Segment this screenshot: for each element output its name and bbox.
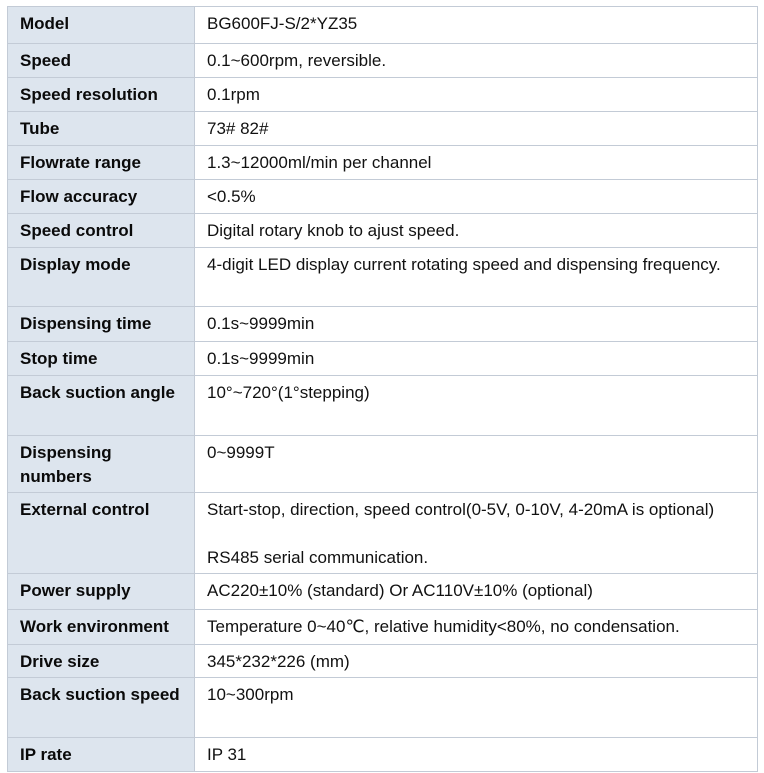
- row-value: 1.3~12000ml/min per channel: [195, 146, 758, 180]
- row-label: Dispensing time: [8, 307, 195, 342]
- row-label: Drive size: [8, 645, 195, 678]
- row-label: Back suction angle: [8, 376, 195, 436]
- row-label: Tube: [8, 112, 195, 146]
- spec-table: [7, 6, 758, 772]
- row-value: 0.1s~9999min: [195, 307, 758, 342]
- row-value: BG600FJ-S/2*YZ35: [195, 7, 758, 44]
- row-label: Power supply: [8, 574, 195, 610]
- table-row: [8, 7, 758, 44]
- table-row: [8, 112, 758, 146]
- table-row: [8, 214, 758, 248]
- row-label: Dispensing numbers: [8, 436, 195, 493]
- row-value: <0.5%: [195, 180, 758, 214]
- table-row: [8, 436, 758, 493]
- table-row: [8, 610, 758, 645]
- table-row: [8, 146, 758, 180]
- table-row: [8, 180, 758, 214]
- table-row: [8, 44, 758, 78]
- row-label: Stop time: [8, 342, 195, 376]
- table-row: [8, 342, 758, 376]
- row-value: Temperature 0~40℃, relative humidity<80%, no condensation.: [195, 610, 758, 645]
- table-row: [8, 307, 758, 342]
- row-value: 345*232*226 (mm): [195, 645, 758, 678]
- table-row: [8, 678, 758, 738]
- row-label: Speed: [8, 44, 195, 78]
- row-value: 0~9999T: [195, 436, 758, 493]
- row-value: 10~300rpm: [195, 678, 758, 738]
- row-label: Flow accuracy: [8, 180, 195, 214]
- row-value: 0.1~600rpm, reversible.: [195, 44, 758, 78]
- row-value: 73# 82#: [195, 112, 758, 146]
- row-label: IP rate: [8, 738, 195, 772]
- row-label: Back suction speed: [8, 678, 195, 738]
- table-row: [8, 376, 758, 436]
- row-label: Speed control: [8, 214, 195, 248]
- row-value: 0.1rpm: [195, 78, 758, 112]
- table-row: [8, 645, 758, 678]
- row-label: Work environment: [8, 610, 195, 645]
- row-value: Digital rotary knob to ajust speed.: [195, 214, 758, 248]
- table-row: [8, 493, 758, 574]
- row-label: External control: [8, 493, 195, 574]
- row-value: 4-digit LED display current rotating speed and dispensing frequency.: [195, 248, 758, 307]
- row-value: 10°~720°(1°stepping): [195, 376, 758, 436]
- row-value: AC220±10% (standard) Or AC110V±10% (optional): [195, 574, 758, 610]
- row-value: 0.1s~9999min: [195, 342, 758, 376]
- row-label: Model: [8, 7, 195, 44]
- table-row: [8, 738, 758, 772]
- table-row: [8, 248, 758, 307]
- row-label: Speed resolution: [8, 78, 195, 112]
- row-value: Start-stop, direction, speed control(0-5V, 0-10V, 4-20mA is optional) RS485 serial communication.: [195, 493, 758, 574]
- row-value: IP 31: [195, 738, 758, 772]
- table-row: [8, 574, 758, 610]
- row-label: Flowrate range: [8, 146, 195, 180]
- table-row: [8, 78, 758, 112]
- row-label: Display mode: [8, 248, 195, 307]
